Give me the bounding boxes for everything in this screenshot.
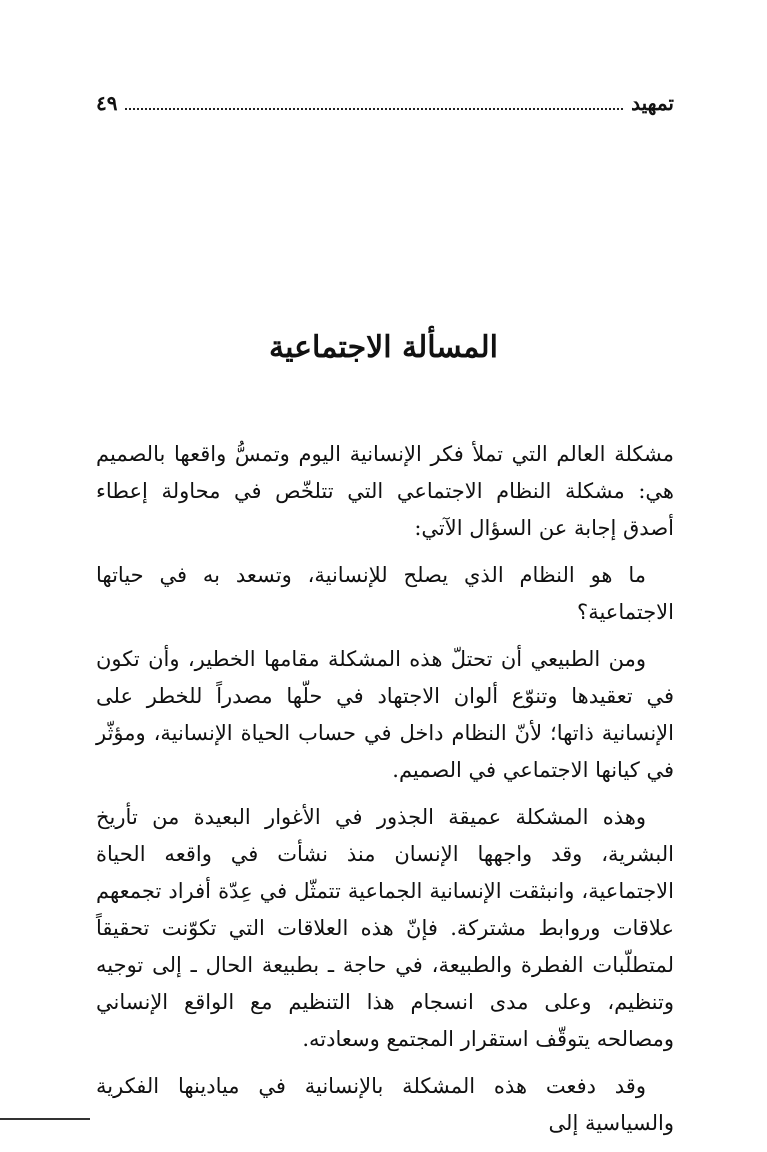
section-title: المسألة الاجتماعية (269, 330, 498, 365)
footnote-rule (0, 1118, 90, 1120)
paragraph-question: ما هو النظام الذي يصلح للإنسانية، وتسعد به في حياتها الاجتماعية؟ (96, 563, 674, 624)
body-text (96, 436, 674, 1152)
header-dot-leader (125, 108, 623, 110)
paragraph-2: ومن الطبيعي أن تحتلّ هذه المشكلة مقامها الخطير، وأن تكون في تعقيدها وتنوّع ألوان الاجتهاد في حلّها مصدراً للخطر على الإنسانية ذاتها؛ لأنّ النظام داخل في حساب الحياة الإنسانية، ومؤثّر في كيانها الاجتماعي في الصميم. (96, 647, 674, 782)
running-header (96, 86, 674, 120)
page-number: ٤٩ (96, 91, 118, 115)
paragraph-3: وهذه المشكلة عميقة الجذور في الأغوار البعيدة من تأريخ البشرية، وقد واجهها الإنسان منذ نشأت في واقعه الحياة الاجتماعية، وانبثقت الإنسانية الجماعية تتمثّل في عِدّة أفراد تجمعهم علاقات وروابط مشتركة. فإنّ هذه العلاقات التي تكوّنت تحقيقاً لمتطلّبات الفطرة والطبيعة، في حاجة ـ بطبيعة الحال ـ إلى توجيه وتنظيم، وعلى مدى انسجام هذا التنظيم مع الواقع الإنساني ومصالحه يتوقّف استقرار المجتمع وسعادته. (96, 805, 674, 1051)
paragraph-4: وقد دفعت هذه المشكلة بالإنسانية في ميادينها الفكرية والسياسية إلى (96, 1074, 674, 1135)
header-title: تمهيد (631, 91, 674, 115)
paragraph-1: مشكلة العالم التي تملأ فكر الإنسانية اليوم وتمسُّ واقعها بالصميم هي: مشكلة النظام الاجتماعي التي تتلخّص في محاولة إعطاء أصدق إجابة عن السؤال الآتي: (96, 442, 674, 540)
